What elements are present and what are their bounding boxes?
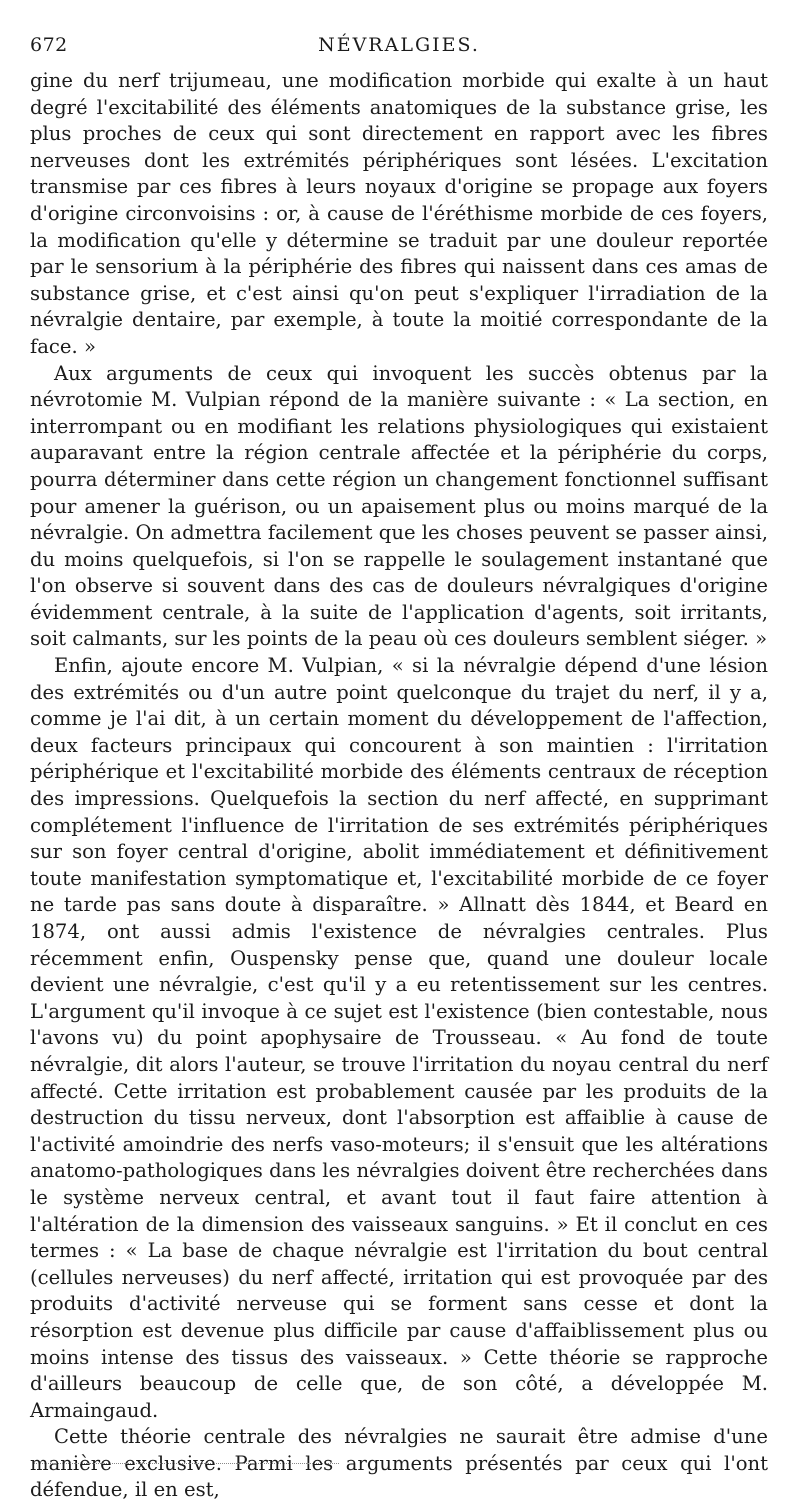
paragraph-continuation: gine du nerf trijumeau, une modification morbide qui exalte à un haut degré l'excitabilité des éléments anatomiques de la substance grise, les plus proches de ceux qui sont directement en rapport avec les fibres nerveuses dont les extrémités périphériques sont lésées. L'excitation transmise par ces fibres à leurs noyaux d'origine se propage aux foyers d'origine circonvoisins : or, à cause de l'éréthisme morbide de ces foyers, la modification qu'elle y détermine se traduit par une douleur reportée par le sensorium à la périphérie des fibres qui naissent dans ces amas de substance grise, et c'est ainsi qu'on peut s'expliquer l'irradiation de la névralgie dentaire, par exemple, à toute la moitié correspondante de la face. » bbox=[30, 69, 768, 358]
footer-rule bbox=[34, 1463, 339, 1464]
running-title: NÉVRALGIES. bbox=[318, 34, 480, 56]
page-number: 672 bbox=[30, 34, 68, 56]
running-head bbox=[30, 34, 768, 58]
body-text bbox=[30, 68, 768, 1504]
paragraph-vulpian-reply: Aux arguments de ceux qui invoquent les succès obtenus par la névrotomie M. Vulpian répond de la manière suivante : « La section, en interrompant ou en modifiant les relations physiologiques qui existaient auparavant entre la région centrale affectée et la périphérie du corps, pourra déterminer dans cette région un changement fonctionnel suffisant pour amener la guérison, ou un apaisement plus ou moins marqué de la névralgie. On admettra facilement que les choses peuvent se passer ainsi, du moins quelquefois, si l'on se rappelle le soulagement instantané que l'on observe si souvent dans des cas de douleurs névralgiques d'origine évidemment centrale, à la suite de l'application d'agents, soit irritants, soit calmants, sur les points de la peau où ces douleurs semblent siéger. » bbox=[30, 361, 768, 651]
paragraph-vulpian-continued: Enfin, ajoute encore M. Vulpian, « si la névralgie dépend d'une lésion des extrémités ou d'un autre point quelconque du trajet du nerf, il y a, comme je l'ai dit, à un certain moment du développement de l'affection, deux facteurs principaux qui concourent à son maintien : l'irritation périphérique et l'excitabilité morbide des éléments centraux de réception des impressions. Quelquefois la section du nerf affecté, en supprimant complétement l'influence de l'irritation de ses extrémités périphériques sur son foyer central d'origine, abolit immédiatement et définitivement toute manifestation symptomatique et, l'excitabilité morbide de ce foyer ne tarde pas sans doute à disparaître. » Allnatt dès 1844, et Beard en 1874, ont aussi admis l'existence de névralgies centrales. Plus récemment enfin, Ouspensky pense que, quand une douleur locale devient une névralgie, c'est qu'il y a eu retentissement sur les centres. L'argument qu'il invoque à ce sujet est l'existence (bien contestable, nous l'avons vu) du point apophysaire de Trousseau. « Au fond de toute névralgie, dit alors l'auteur, se trouve l'irritation du noyau central du nerf affecté. Cette irritation est probablement causée par les produits de la destruction du tissu nerveux, dont l'absorption est affaiblie à cause de l'activité amoindrie des nerfs vaso-moteurs; il s'ensuit que les altérations anatomo-pathologiques dans les névralgies doivent être recherchées dans le système nerveux central, et avant tout il faut faire attention à l'altération de la dimension des vaisseaux sanguins. » Et il conclut en ces termes : « La base de chaque névralgie est l'irritation du bout central (cellules nerveuses) du nerf affecté, irritation qui est provoquée par des produits d'activité nerveuse qui se forment sans cesse et dont la résorption est devenue plus difficile par cause d'affaiblissement plus ou moins intense des tissus des vaisseaux. » Cette théorie se rapproche d'ailleurs beaucoup de celle que, de son côté, a développée M. Armaingaud. bbox=[30, 654, 768, 1422]
paragraph-central-theory: Cette théorie centrale des névralgies ne saurait être admise d'une manière exclusive. Parmi les arguments présentés par ceux qui l'ont défendue, il en est, bbox=[30, 1425, 768, 1502]
